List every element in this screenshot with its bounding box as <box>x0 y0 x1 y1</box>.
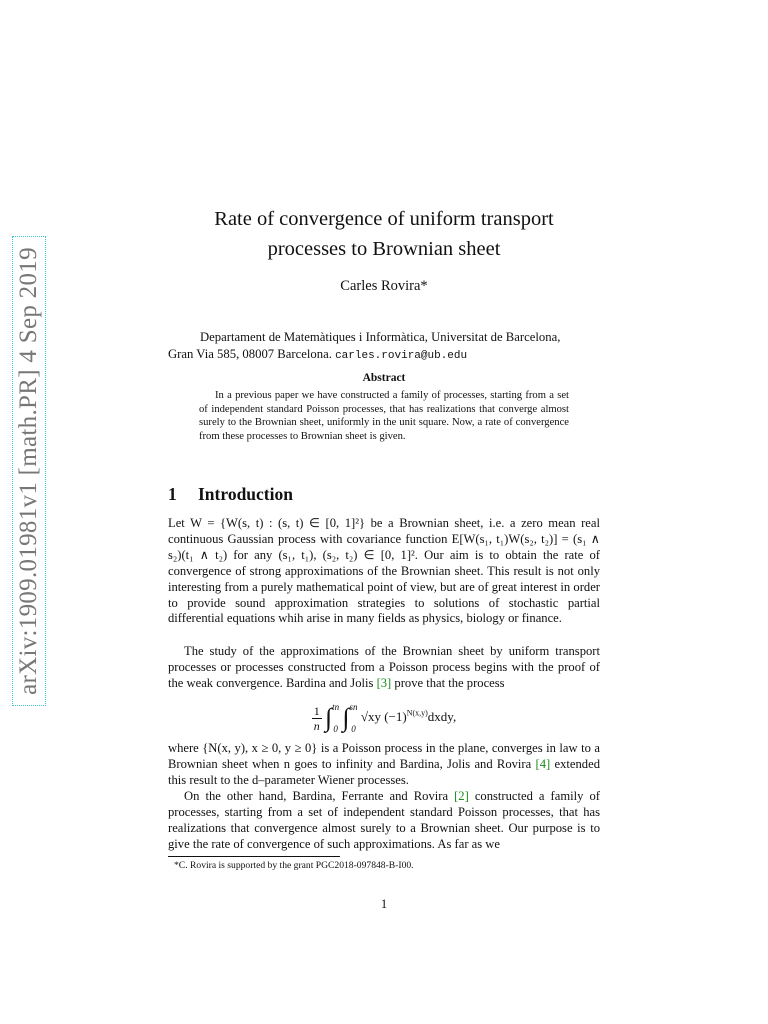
integral-lower-1: 0 <box>333 724 338 734</box>
author-name: Carles Rovira* <box>340 278 428 294</box>
paragraph-3 <box>168 741 600 789</box>
section-number: 1 <box>168 484 177 504</box>
page-number: 1 <box>380 897 388 911</box>
affiliation <box>168 329 600 365</box>
integral-lower-2: 0 <box>351 724 356 734</box>
citation-link-2[interactable]: [2] <box>454 789 469 803</box>
title-line-1: Rate of convergence of uniform transport <box>214 208 554 230</box>
integral-limits-2 <box>350 696 358 740</box>
paper-title <box>168 204 600 264</box>
paragraph-2 <box>168 644 600 692</box>
section-title: Introduction <box>198 484 293 504</box>
integrand: √xy (−1) <box>360 708 407 724</box>
integral-sign: ∫ <box>325 703 333 732</box>
paragraph-4-text-b: constructed a family of processes, starting from a set of independent standard Poisson processes, that has realizations that convergence almost surely to a Brownian sheet. Our purpose is to give the rate of convergence of such approximations. As far as we <box>168 789 600 851</box>
integral-sign: ∫ <box>342 703 350 732</box>
paragraph-1: Let W = {W(s, t) : (s, t) ∈ [0, 1]²} be a Brownian sheet, i.e. a zero mean real continuous Gaussian process with covariance function E[W(s₁, t₁)W(s₂, t₂)] = (s₁ ∧ s₂)(t₁ ∧ t₂) for any (s₁, t₁), (s₂, t₂) ∈ [0, 1]². Our aim is to obtain the rate of convergence of strong approximations of the Brownian sheet. This result is not only interesting from a purely mathematical point of view, but are of great interest in order to provide sound approximation strategies to solutions of stochastic partial differential equations whih arise in many fields as physics, biology or finance. <box>168 516 600 626</box>
paragraph-2-text-b: prove that the process <box>394 675 505 690</box>
citation-link-3[interactable]: [3] <box>376 675 392 690</box>
affiliation-line-2 <box>168 346 600 365</box>
integral-upper-2: sn <box>349 702 358 712</box>
footnote-divider <box>168 856 340 857</box>
equation-fraction <box>312 704 322 733</box>
integral-limits-1 <box>332 696 339 740</box>
author-email: carles.rovira@ub.edu <box>335 350 468 362</box>
integrand-exponent: N(x,y) <box>406 708 428 718</box>
affiliation-address: Gran Via 585, 08007 Barcelona. <box>168 347 332 361</box>
footnote: *C. Rovira is supported by the grant PGC2018-097848-B-I00. <box>174 860 414 871</box>
affiliation-line-1: Departament de Matemàtiques i Informàtica, Universitat de Barcelona, <box>200 330 561 344</box>
abstract-text: In a previous paper we have constructed a family of processes, starting from a set of independent standard Poisson processes, that has realizations that converge almost surely to the Brownian sheet, uniformly in the unit square. Now, a rate of convergence from these processes to Brownian sheet is given. <box>199 390 569 442</box>
arxiv-identifier: arXiv:1909.01981v1 [math.PR] 4 Sep 2019 <box>15 247 42 695</box>
title-line-2: processes to Brownian sheet <box>267 238 501 260</box>
paragraph-3-text-a: where {N(x, y), x ≥ 0, y ≥ 0} is a Poisson process in the plane, converges in law to a Brownian sheet when n goes to infinity and Bardina, Jolis and Rovira <box>168 741 600 771</box>
abstract-heading: Abstract <box>362 372 406 384</box>
paragraph-3-text-b: extended this result to the d–parameter Wiener processes. <box>168 756 600 787</box>
fraction-numerator: 1 <box>313 703 320 718</box>
fraction-denominator: n <box>313 718 320 733</box>
citation-link-4[interactable]: [4] <box>535 756 551 771</box>
integral-upper-1: tn <box>332 702 340 712</box>
paragraph-2-text-a: The study of the approximations of the Brownian sheet by uniform transport processes or processes constructed from a Poisson process begins with the proof of the weak convergence. Bardina and Jolis <box>168 644 600 690</box>
arxiv-stamp <box>12 236 46 706</box>
integral-tail: dxdy, <box>427 708 457 724</box>
paragraph-4 <box>168 789 600 853</box>
section-heading <box>168 484 293 505</box>
display-equation <box>168 696 600 740</box>
paragraph-4-text-a: On the other hand, Bardina, Ferrante and Rovira <box>184 789 449 803</box>
